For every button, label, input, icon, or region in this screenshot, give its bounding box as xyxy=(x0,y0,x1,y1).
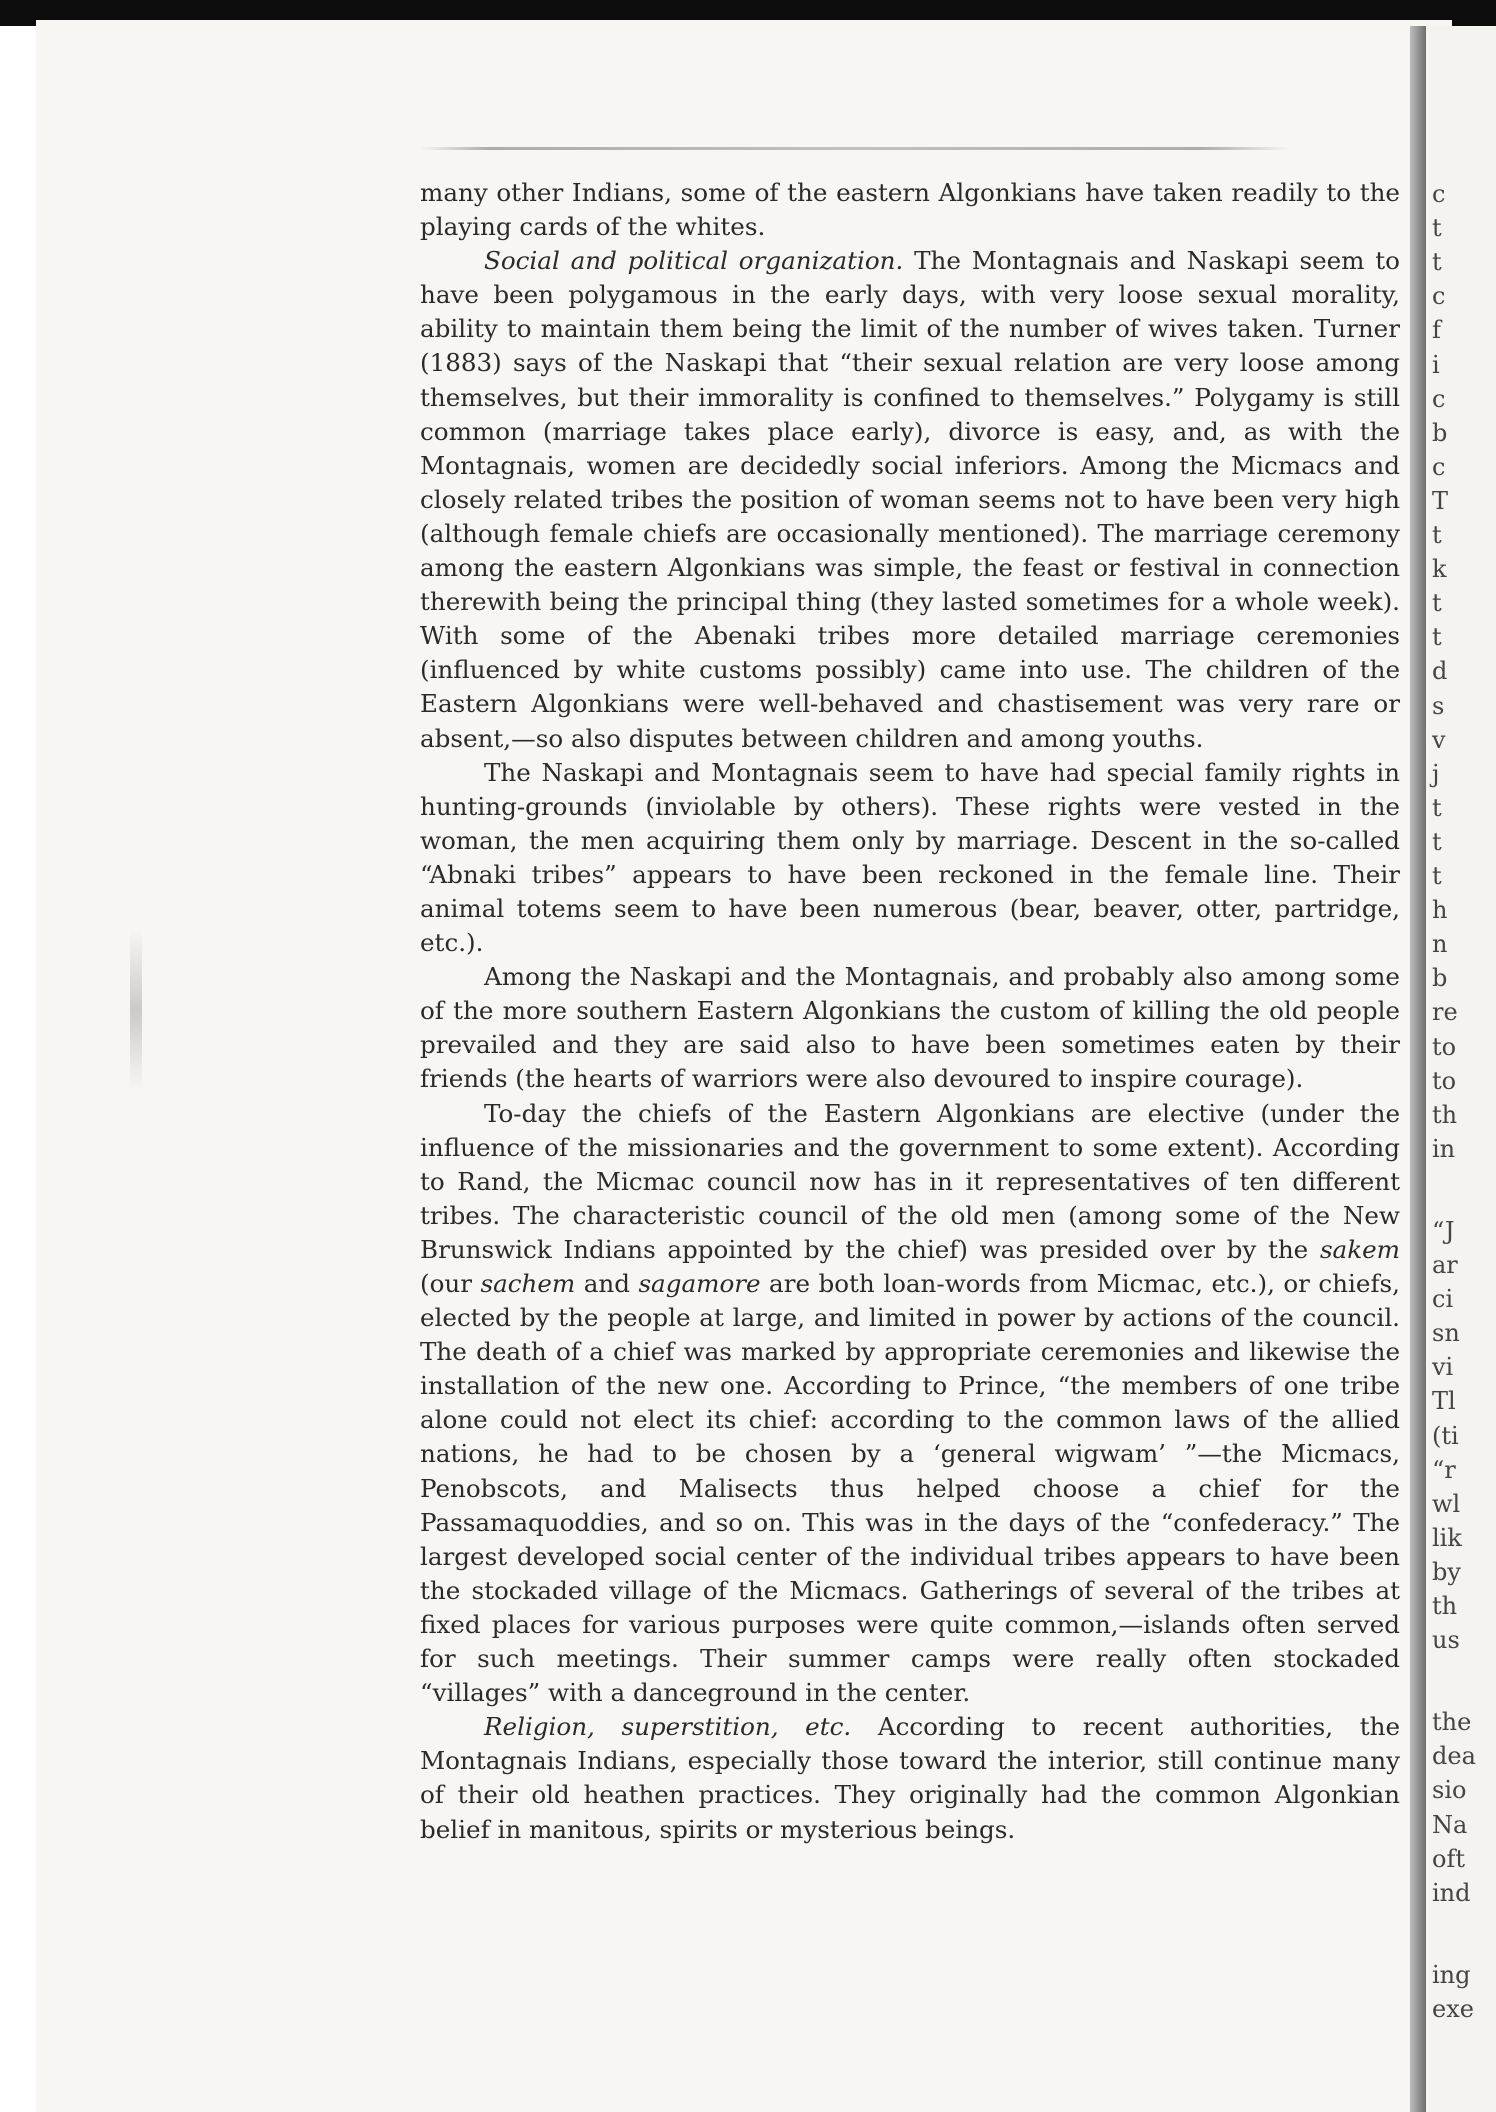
next-page-fragment: ar xyxy=(1432,1251,1458,1279)
next-page-fragment: by xyxy=(1432,1557,1461,1586)
paragraph-body: To-day the chiefs of the Eastern Algonkians are elective (under the influence of the missionaries and the government to some extent). According to Rand, the Micmac council now has in it representatives of ten different tribes. The characteristic council of the old men (among some of the New Brunswick Indians appointed by the chief) was presided over by the xyxy=(420,1098,1400,1264)
next-page-fragment: re xyxy=(1432,998,1458,1027)
text-connector: and xyxy=(575,1269,639,1298)
next-page-fragment: wl xyxy=(1432,1489,1461,1518)
margin-smudge xyxy=(130,930,142,1090)
next-page-fragment: (ti xyxy=(1432,1421,1459,1450)
next-page-fragment: c xyxy=(1432,384,1446,413)
paragraph-religion xyxy=(420,1710,1400,1846)
next-page-fragment: v xyxy=(1432,725,1446,754)
italic-term: sagamore xyxy=(638,1269,761,1298)
paragraph-body: The Naskapi and Montagnais seem to have had special family rights in hunting-grounds (inviolable by others). These rights were vested in the woman, the men acquiring them only by marriage. Descent in the so-called “Abnaki tribes” appears to have been reckoned in the female line. Their animal totems seem to have been numerous (bear, beaver, otter, partridge, etc.). xyxy=(420,757,1400,958)
next-page-fragment: T xyxy=(1432,486,1449,515)
next-page-fragment: “J xyxy=(1432,1216,1455,1245)
next-page-fragment: lik xyxy=(1432,1523,1462,1552)
next-page-fragment: th xyxy=(1432,1592,1458,1620)
italic-term: sachem xyxy=(480,1269,576,1298)
next-page-fragment: ci xyxy=(1432,1285,1454,1314)
next-page-fragment: i xyxy=(1432,350,1440,379)
next-page-fragment: t xyxy=(1432,214,1442,243)
next-page-fragment: us xyxy=(1432,1626,1460,1655)
next-page-fragment: d xyxy=(1432,657,1448,686)
next-page-fragment: sio xyxy=(1432,1776,1467,1805)
next-page-fragment: t xyxy=(1432,248,1442,277)
next-page-fragment: dea xyxy=(1432,1742,1476,1771)
text-connector: (our xyxy=(420,1269,481,1298)
next-page-fragment: t xyxy=(1432,827,1442,856)
header-rule xyxy=(420,147,1290,150)
next-page-fragment: t xyxy=(1432,589,1442,618)
next-page-edge xyxy=(1426,26,1496,2112)
next-page-fragment: oft xyxy=(1432,1844,1465,1873)
next-page-fragment: k xyxy=(1432,555,1447,584)
paragraph-chiefs xyxy=(420,1097,1400,1711)
next-page-fragment: b xyxy=(1432,418,1448,447)
next-page-fragment: the xyxy=(1432,1708,1472,1737)
next-page-fragment: ing xyxy=(1432,1960,1471,1989)
next-page-fragment: j xyxy=(1432,759,1440,788)
next-page-fragment: th xyxy=(1432,1100,1458,1129)
page-gutter-shadow xyxy=(1410,26,1426,2112)
paragraph-body: According to recent authorities, the Montagnais Indians, especially those toward the interior, still continue many of their old heathen practices. They originally had the common Algonkian belief in manitous, spirits or mysterious beings. xyxy=(420,1712,1400,1844)
next-page-fragment: c xyxy=(1432,180,1446,208)
next-page-fragment: sn xyxy=(1432,1319,1460,1348)
paragraph-social-organization xyxy=(420,244,1400,755)
next-page-fragment: n xyxy=(1432,930,1448,959)
next-page-fragment: to xyxy=(1432,1032,1457,1061)
next-page-fragment: exe xyxy=(1432,1994,1474,2023)
paragraph-old-people xyxy=(420,960,1400,1096)
next-page-fragment: t xyxy=(1432,521,1442,549)
next-page-fragment: s xyxy=(1432,691,1445,720)
next-page-fragment: Na xyxy=(1432,1810,1468,1839)
next-page-fragment: t xyxy=(1432,862,1442,890)
paragraph-body: many other Indians, some of the eastern Algonkians have taken readily to the playing cards of the whites. xyxy=(420,178,1400,242)
paragraph-body: are both loan-words from Micmac, etc.), or chiefs, elected by the people at large, and limited in power by actions of the council. The death of a chief was marked by appropriate ceremonies and likewise the installation of the new one. According to Prince, “the members of one tribe alone could not elect its chief: according to the common laws of the allied nations, he had to be chosen by a ‘general wigwam’ ”—the Micmacs, Penobscots, and Malisects thus helped choose a chief for the Passamaquoddies, and so on. This was in the days of the “confederacy.” The largest developed social center of the individual tribes appears to have been the stockaded village of the Micmacs. Gatherings of several of the tribes at fixed places for various purposes were quite common,—islands often served for such meetings. Their summer camps were really often stockaded “villages” with a danceground in the center. xyxy=(420,1269,1400,1708)
next-page-fragment: “r xyxy=(1432,1455,1456,1484)
italic-term: sakem xyxy=(1319,1234,1400,1264)
next-page-fragment: b xyxy=(1432,964,1448,993)
next-page-fragment: c xyxy=(1432,282,1446,311)
next-page-fragment: vi xyxy=(1432,1353,1454,1382)
next-page-fragment: t xyxy=(1432,793,1442,822)
paragraph-continuation xyxy=(420,176,1400,244)
next-page-fragment: ind xyxy=(1432,1878,1471,1907)
next-page-fragment: c xyxy=(1432,452,1446,481)
paragraph-body: Among the Naskapi and the Montagnais, and probably also among some of the more southern Eastern Algonkians the custom of killing the old people prevailed and they are said also to have been sometimes eaten by their friends (the hearts of warriors were also devoured to inspire courage). xyxy=(420,962,1400,1094)
section-heading: Religion, superstition, etc. xyxy=(484,1712,852,1742)
section-heading: Social and political organization. xyxy=(484,246,904,276)
next-page-fragment: t xyxy=(1432,623,1442,652)
next-page-fragment: h xyxy=(1432,896,1448,925)
page-text xyxy=(420,176,1400,1847)
paragraph-body: The Montagnais and Naskapi seem to have been polygamous in the early days, with very loose sexual morality, ability to maintain them being the limit of the number of wives taken. Turner (1883) says of the Naskapi that “their sexual relation are very loose among themselves, but their immorality is confined to themselves.” Polygamy is still common (marriage takes place early), divorce is easy, and, as with the Montagnais, women are decidedly social inferiors. Among the Micmacs and closely related tribes the position of woman seems not to have been very high (although female chiefs are occasionally mentioned). The marriage ceremony among the eastern Algonkians was simple, the feast or festival in connection therewith being the principal thing (they lasted sometimes for a whole week). With some of the Abenaki tribes more detailed marriage ceremonies (influenced by white customs possibly) came into use. The children of the Eastern Algonkians were well-behaved and chastisement was very rare or absent,—so also disputes between children and among youths. xyxy=(420,246,1400,753)
next-page-fragment: in xyxy=(1432,1134,1456,1163)
next-page-fragment: to xyxy=(1432,1066,1457,1095)
paragraph-hunting-grounds xyxy=(420,756,1400,961)
next-page-fragment: Tl xyxy=(1432,1387,1456,1416)
next-page-fragment: f xyxy=(1432,316,1441,345)
